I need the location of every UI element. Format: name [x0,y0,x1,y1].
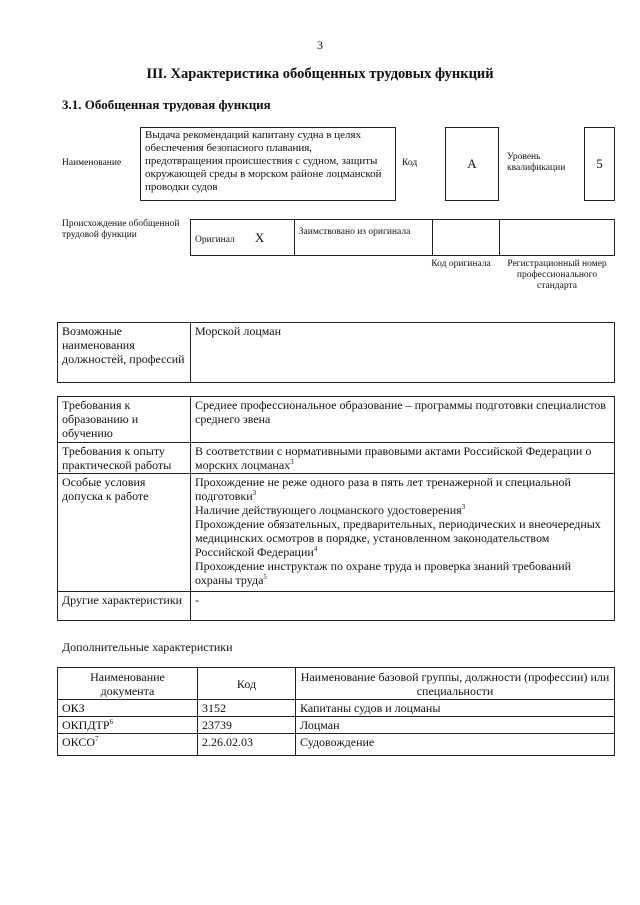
header-name: Наименование базовой группы, должности (профессии) или специальности [296,668,615,700]
additional-table [57,667,615,756]
code-original-cell [432,220,500,256]
footnote-ref: 3 [290,458,294,466]
name-label: Наименование [62,158,122,168]
row-name: Судовождение [296,734,615,756]
origin-table [190,219,615,256]
row-doc: ОКПДТР$^6$ [58,717,198,734]
footnote-ref: 4 [313,545,318,553]
footnote-ref: 7 [95,735,99,743]
row-code: 2.26.02.03 [198,734,296,756]
req-value [191,397,615,443]
origin-label: Происхождение обобщенной трудовой функции [62,219,180,240]
reg-number-label: Регистрационный номер профессионального стандарта [507,259,607,291]
requirements-table [57,396,615,621]
level-value-box: 5 [584,127,615,201]
row-doc: ОКСО$^7$ [58,734,198,756]
req-label: Другие характеристики [58,592,191,621]
positions-label: Возможные наименования должностей, профессий [58,323,191,383]
positions-table [57,322,615,383]
row-name: Лоцман [296,717,615,734]
positions-value: Морской лоцман [191,323,615,383]
row-code: 3152 [198,700,296,717]
header-code: Код [198,668,296,700]
code-label: Код [402,158,418,168]
table-row [58,700,615,717]
req-line: Прохождение не реже одного раза в пять лет тренажерной и специальной подготовки$^3$ [195,475,571,503]
original-cell [191,220,295,256]
footnote-ref: 3 [252,489,257,497]
req-label: Требования к образованию и обучению [58,397,191,443]
original-label: Оригинал [195,234,235,245]
function-name-box: Выдача рекомендаций капитану судна в целях обеспечения безопасного плавания, предотвращения происшествия с судном, защиты окружающей среды в морском районе лоцманской проводки судов [140,127,396,201]
footnote-ref: 5 [263,573,267,581]
borrowed-label: Заимствовано из оригинала [298,227,411,237]
req-line: Наличие действующего лоцманского удостоверения$^3$ [195,503,466,517]
req-value [191,592,615,621]
borrowed-cell [294,220,432,256]
section-title: III. Характеристика обобщенных трудовых функций [146,66,494,82]
req-value [191,443,615,474]
req-label: Особые условия допуска к работе [58,474,191,592]
additional-title: Дополнительные характеристики [62,640,233,654]
row-doc: ОКЗ [58,700,198,717]
page-number: 3 [317,38,323,52]
req-line: В соответствии с нормативными правовыми актами Российской Федерации о морских лоцманах [195,444,592,472]
row-code: 23739 [198,717,296,734]
row-name: Капитаны судов и лоцманы [296,700,615,717]
reg-number-cell [500,220,615,256]
table-row [58,717,615,734]
req-label: Требования к опыту практической работы [58,443,191,474]
original-mark: X [254,229,265,245]
footnote-ref: 3 [461,503,466,511]
code-original-label: Код оригинала [431,259,491,269]
req-line: Средиее профессиональное образование – программы подготовки специалистов среднего звена [195,398,606,426]
req-line: Прохождение инструктаж по охране труда и проверка знаний требований охраны труда$^5$ [195,559,572,587]
subsection-title: 3.1. Обобщенная трудовая функция [62,97,271,112]
footnote-ref: 6 [109,718,114,726]
req-line: - [195,593,199,607]
req-value [191,474,615,592]
level-label: Уровень квалификации [507,152,566,173]
req-line: Прохождение обязательных, предварительных, периодических и внеочередных медицинских осмотров в порядке, установленном законодательством Российской Федерации$^4$ [195,517,601,559]
header-doc: Наименование документа [58,668,198,700]
table-row [58,734,615,756]
code-value-box: A [445,127,499,201]
